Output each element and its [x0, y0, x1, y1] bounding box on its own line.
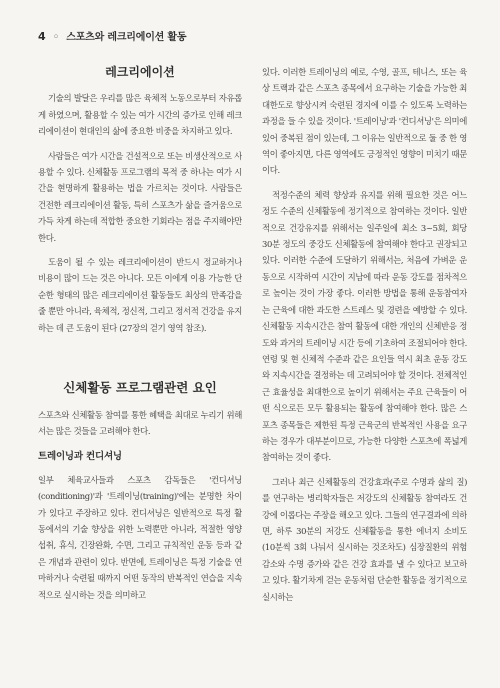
paragraph: 사람들은 여가 시간을 건설적으로 또는 비생산적으로 사용할 수 있다. 신체활동 프로그램의 목적 중 하나는 여가 시간을 현명하게 활용하는 법을 가르치는 것이다. 사람들은 건전한 레크리에이션 활동, 특히 스포츠가 삶을 즐거움으로 가득 차게 하는데 적합한 중요한 기회라는 점을 주지해야만 한다.	[38, 150, 242, 243]
running-head	[38, 28, 186, 43]
paragraph: 스포츠와 신체활동 참여를 통한 혜택을 최대로 누리기 위해서는 많은 것들을 고려해야 한다.	[38, 409, 242, 436]
right-column	[262, 64, 467, 674]
left-column	[38, 64, 242, 674]
chapter-title: 스포츠와 레크리에이션 활동	[66, 32, 187, 43]
paragraph: 그러나 최근 신체활동의 건강효과(주로 수명과 삶의 질)를 연구하는 병리학자들은 저강도의 신체활동 참여라도 건강에 이롭다는 주장을 해오고 있다. 그들의 연구결과에 의하면, 하루 30분의 저강도 신체활동을 통한 에너지 소비도 (10분씩 3회 나눠서 실시하는 것조차도) 심장질환의 위험 감소와 수명 증가와 같은 건강 효과를 낼 수 있다고 보고하고 있다. 활기차게 걷는 운동처럼 단순한 활동을 정기적으로 실시하는	[262, 476, 467, 602]
bullet-separator: ◦	[52, 32, 59, 43]
paragraph: 적정수준의 체력 향상과 유지를 위해 필요한 것은 어느 정도 수준의 신체활동에 정기적으로 참여하는 것이다. 일반적으로 건강유지를 위해서는 일주일에 최소 3~5회, 회당 30분 정도의 중강도 신체활동에 참여해야 한다고 권장되고 있다. 이러한 수준에 도달하기 위해서는, 처음에 가벼운 운동으로 시작하여 시간이 지남에 따라 운동 강도를 점차적으로 높이는 것이 가장 좋다. 이러한 방법을 통해 운동참여자는 근육에 대한 과도한 스트레스 및 경련을 예방할 수 있다. 신체활동 지속시간은 참여 활동에 대한 개인의 신체반응 정도와 과거의 트레이닝 시간 등에 기초하여 조절되어야 한다. 연령 및 현 신체적 수준과 같은 요인들 역시 최초 운동 강도와 지속시간을 결정하는 데 고려되어야 할 것이다. 전체적인 근 효율성을 최대한으로 높이기 위해서는 주요 근육들이 어떤 식으로든 모두 활용되는 활동에 참여해야 한다. 많은 스포츠 종목들은 제한된 특정 근육군의 반복적인 사용을 요구하는 경우가 대부분이므로, 가능한 다양한 스포츠에 폭넓게 참여하는 것이 좋다.	[262, 189, 467, 463]
section-heading-program-factors: 신체활동 프로그램관련 요인	[63, 380, 217, 396]
paragraph: 도움이 될 수 있는 레크리에이션이 반드시 정교하거나 비용이 많이 드는 것은 아니다. 모든 이에게 이용 가능한 단순한 형태의 많은 레크리에이션 활동들도 최상의 만족감을 줄 뿐만 아니라, 육체적, 정신적, 그리고 정서적 건강을 유지하는 데 큰 도움이 된다 (27장의 걷기 영역 참조).	[38, 257, 242, 333]
paragraph: 있다. 이러한 트레이닝의 예로, 수영, 골프, 테니스, 또는 육상 트랙과 같은 스포츠 종목에서 요구하는 기술을 가능한 최대한도로 향상시켜 숙련된 경지에 이를 수 있도록 노력하는 과정을 들 수 있을 것이다. '트레이닝'과 '컨디셔닝'은 의미에 있어 중복된 점이 있는데, 그 이유는 일반적으로 둘 중 한 영역이 좋아지면, 다른 영역에도 긍정적인 영향이 미치기 때문이다.	[262, 67, 467, 176]
paragraph: 기술의 발달은 우리를 많은 육체적 노동으로부터 자유롭게 하였으며, 활용할 수 있는 여가 시간의 증가로 인해 레크리에이션이 현대인의 삶에 중요한 비중을 차지하고 있다.	[38, 93, 242, 137]
page-number: 4	[38, 30, 46, 43]
paragraph: 일부 체육교사들과 스포츠 감독들은 '컨디셔닝(conditioning)'과 '트레이닝(training)'에는 분명한 차이가 있다고 주장하고 있다. 컨디셔닝은 일반적으로 특정 활동에서의 기술 향상을 위한 노력뿐만 아니라, 적절한 영양섭취, 휴식, 긴장완화, 수면, 그리고 규칙적인 운동 등과 같은 개념과 관련이 있다. 반면에, 트레이닝은 특정 기술을 연마하거나 숙련될 때까지 어떤 동작의 반복적인 연습을 지속적으로 실시하는 것을 의미하고	[38, 474, 242, 600]
section-heading-recreation: 레크리에이션	[105, 65, 175, 79]
subheading-training-conditioning: 트레이닝과 컨디셔닝	[38, 451, 122, 463]
